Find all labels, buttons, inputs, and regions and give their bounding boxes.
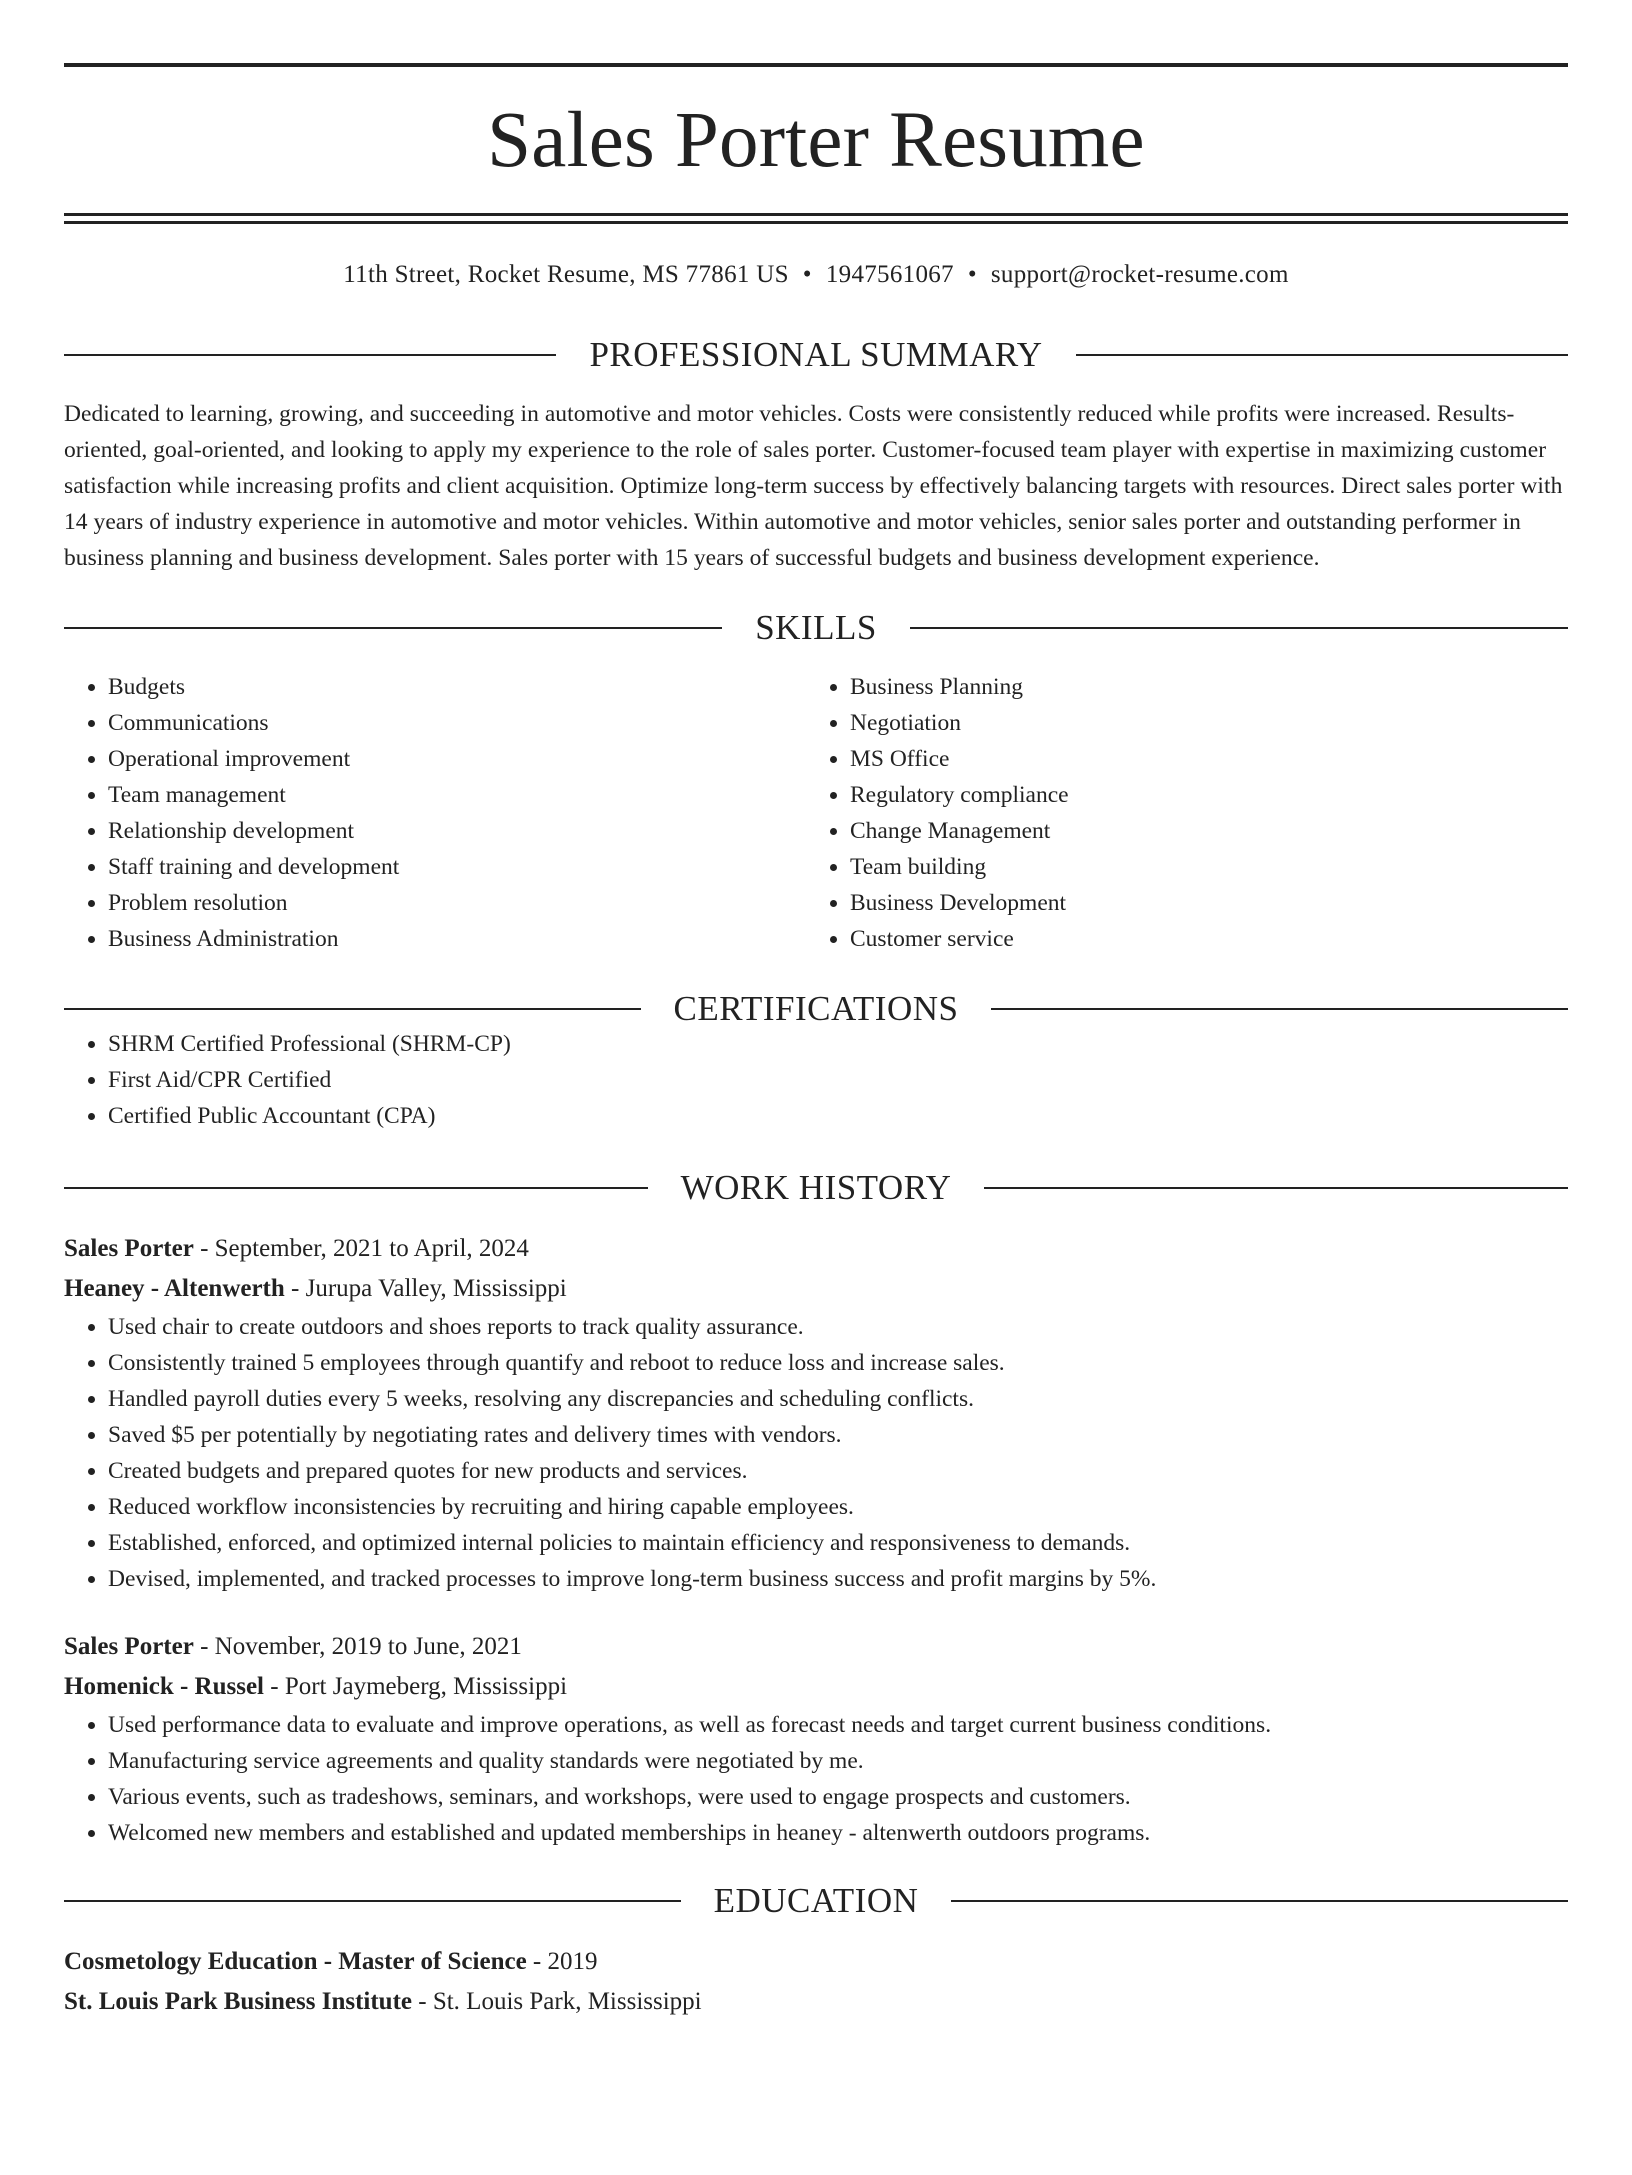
- resume-title: Sales Porter Resume: [487, 97, 1145, 184]
- skill-item: • Change Management: [850, 813, 1548, 849]
- section-title: EDUCATION: [713, 1881, 919, 1920]
- certifications-list: [64, 1026, 1568, 1134]
- section-heading-work-history: [64, 1170, 1568, 1205]
- job-role: Sales Porter: [64, 1235, 194, 1262]
- skill-item: • Business Planning: [850, 669, 1548, 705]
- skill-item: • Budgets: [108, 669, 806, 705]
- job-duty: • Consistently trained 5 employees through quantify and reboot to reduce loss and increase sales.: [108, 1345, 1568, 1381]
- contact-separator: •: [967, 261, 977, 288]
- skill-item: • Relationship development: [108, 813, 806, 849]
- heading-rule: [1076, 354, 1568, 356]
- job-title-line: [64, 1229, 1568, 1269]
- contact-phone: 1947561067: [825, 261, 954, 288]
- skills-list-left: [64, 669, 806, 957]
- skill-item: • Staff training and development: [108, 849, 806, 885]
- job-duties-list: [64, 1707, 1568, 1851]
- section-heading-certifications: [64, 991, 1568, 1026]
- job-location: - Port Jaymeberg, Mississippi: [264, 1673, 568, 1700]
- section-title: CERTIFICATIONS: [673, 989, 959, 1028]
- job-duty: • Created budgets and prepared quotes for new products and services.: [108, 1453, 1568, 1489]
- job-company-line: [64, 1269, 1568, 1309]
- skill-item: • Problem resolution: [108, 885, 806, 921]
- education-entry: [64, 1942, 1568, 2022]
- contact-separator: •: [802, 261, 812, 288]
- skill-item: • MS Office: [850, 741, 1548, 777]
- skills-list-right: [806, 669, 1548, 957]
- job-duty: • Welcomed new members and established and updated memberships in heaney - altenwerth outdoors programs.: [108, 1815, 1568, 1851]
- section-title: SKILLS: [755, 608, 877, 647]
- education-school-line: [64, 1982, 1568, 2022]
- heading-rule: [64, 1008, 641, 1010]
- education-year: - 2019: [526, 1948, 598, 1975]
- section-title: WORK HISTORY: [680, 1168, 952, 1207]
- job-dates: - September, 2021 to April, 2024: [193, 1235, 529, 1262]
- job-duty: • Reduced workflow inconsistencies by recruiting and hiring capable employees.: [108, 1489, 1568, 1525]
- contact-address: 11th Street, Rocket Resume, MS 77861 US: [343, 261, 789, 288]
- job-duty: • Established, enforced, and optimized internal policies to maintain efficiency and responsiveness to demands.: [108, 1525, 1568, 1561]
- skill-item: • Team management: [108, 777, 806, 813]
- certification-item: • Certified Public Accountant (CPA): [108, 1098, 1568, 1134]
- job-duty: • Used chair to create outdoors and shoes reports to track quality assurance.: [108, 1309, 1568, 1345]
- heading-rule: [64, 354, 556, 356]
- skill-item: • Customer service: [850, 921, 1548, 957]
- job-title-line: [64, 1627, 1568, 1667]
- education-location: - St. Louis Park, Mississippi: [412, 1988, 702, 2015]
- job-company: Homenick - Russel: [64, 1673, 264, 1700]
- heading-rule: [64, 627, 722, 629]
- heading-rule: [64, 1900, 681, 1902]
- section-heading-summary: [64, 337, 1568, 372]
- job-duty: • Various events, such as tradeshows, seminars, and workshops, were used to engage prospects and customers.: [108, 1779, 1568, 1815]
- section-heading-education: [64, 1883, 1568, 1918]
- job-company: Heaney - Altenwerth: [64, 1275, 285, 1302]
- skill-item: • Regulatory compliance: [850, 777, 1548, 813]
- heading-rule: [991, 1008, 1568, 1010]
- education-degree-line: [64, 1942, 1568, 1982]
- section-heading-skills: [64, 610, 1568, 645]
- job-duty: • Devised, implemented, and tracked processes to improve long-term business success and profit margins by 5%.: [108, 1561, 1568, 1597]
- skill-item: • Business Development: [850, 885, 1548, 921]
- job-entry: [64, 1627, 1568, 1851]
- education-degree: Cosmetology Education - Master of Science: [64, 1948, 527, 1975]
- summary-text: Dedicated to learning, growing, and succeeding in automotive and motor vehicles. Costs were consistently reduced while profits were increased. Results-oriented, goal-oriented, and looking to apply my experience to the role of sales porter. Customer-focused team player with expertise in maximizing customer satisfaction while increasing profits and client acquisition. Optimize long-term success by effectively balancing targets with resources. Direct sales porter with 14 years of industry experience in automotive and motor vehicles. Within automotive and motor vehicles, senior sales porter and outstanding performer in business planning and business development. Sales porter with 15 years of successful budgets and business development experience.: [64, 401, 1563, 571]
- job-dates: - November, 2019 to June, 2021: [193, 1633, 522, 1660]
- heading-rule: [64, 1187, 648, 1189]
- skills-grid: [64, 669, 1568, 957]
- skill-item: • Negotiation: [850, 705, 1548, 741]
- job-location: - Jurupa Valley, Mississippi: [284, 1275, 567, 1302]
- skill-item: • Communications: [108, 705, 806, 741]
- heading-rule: [984, 1187, 1568, 1189]
- job-entry: [64, 1229, 1568, 1597]
- section-title: PROFESSIONAL SUMMARY: [589, 335, 1043, 374]
- skills-column-right: [806, 669, 1548, 957]
- contact-line: [64, 260, 1568, 290]
- job-duties-list: [64, 1309, 1568, 1597]
- top-rule: [64, 63, 1568, 67]
- heading-rule: [910, 627, 1568, 629]
- certification-item: • First Aid/CPR Certified: [108, 1062, 1568, 1098]
- skills-column-left: [64, 669, 806, 957]
- skill-item: • Business Administration: [108, 921, 806, 957]
- double-rule: [64, 213, 1568, 224]
- education-school: St. Louis Park Business Institute: [64, 1988, 412, 2015]
- skill-item: • Team building: [850, 849, 1548, 885]
- job-company-line: [64, 1667, 1568, 1707]
- job-duty: • Used performance data to evaluate and improve operations, as well as forecast needs and target current business conditions.: [108, 1707, 1568, 1743]
- skill-item: • Operational improvement: [108, 741, 806, 777]
- resume-page: [0, 63, 1632, 2175]
- job-role: Sales Porter: [64, 1633, 194, 1660]
- certification-item: • SHRM Certified Professional (SHRM-CP): [108, 1026, 1568, 1062]
- job-duty: • Handled payroll duties every 5 weeks, resolving any discrepancies and scheduling conflicts.: [108, 1381, 1568, 1417]
- job-duty: • Saved $5 per potentially by negotiating rates and delivery times with vendors.: [108, 1417, 1568, 1453]
- contact-email: support@rocket-resume.com: [990, 261, 1289, 288]
- heading-rule: [951, 1900, 1568, 1902]
- job-duty: • Manufacturing service agreements and quality standards were negotiated by me.: [108, 1743, 1568, 1779]
